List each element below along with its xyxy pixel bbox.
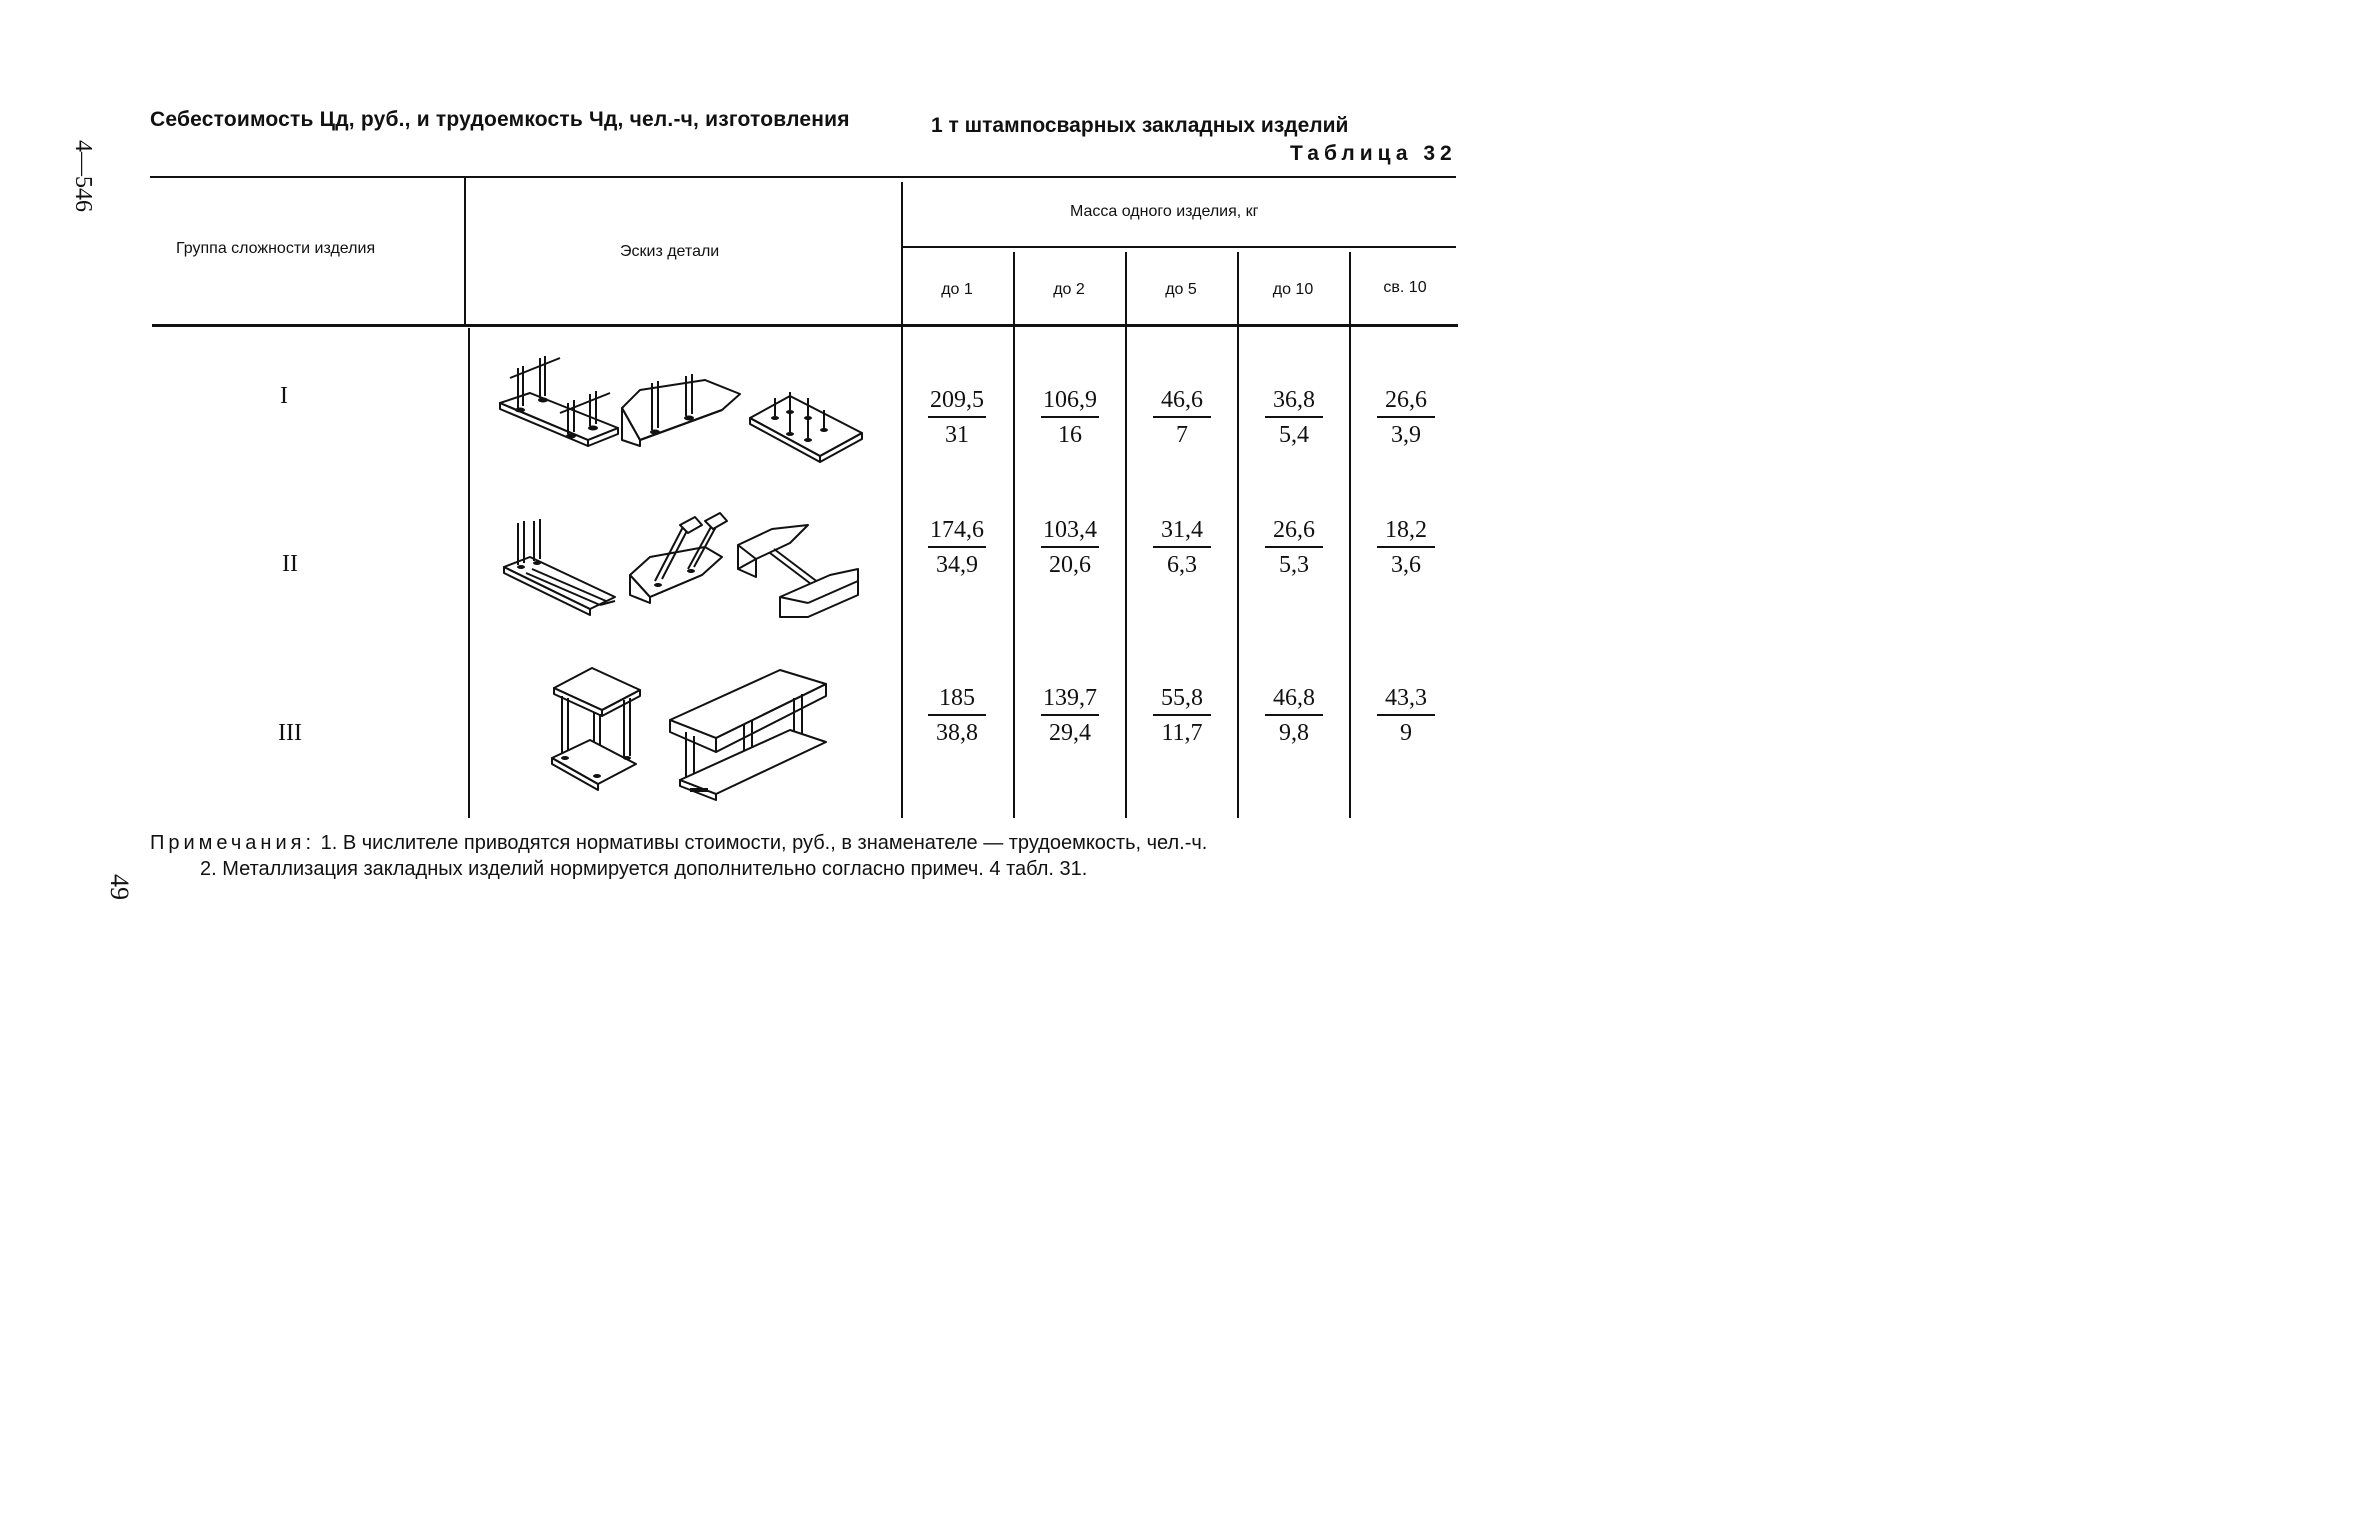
- cost-value: 26,6: [1273, 517, 1315, 543]
- value-cell: [912, 517, 1002, 579]
- cost-value: 46,6: [1161, 387, 1203, 413]
- table-title-part2: 1 т штампосварных закладных изделий: [931, 114, 1349, 137]
- col-divider-4: [1125, 252, 1127, 818]
- labor-value: 9,8: [1279, 720, 1309, 746]
- col-divider-1: [464, 178, 466, 324]
- col-divider-2: [901, 182, 903, 818]
- labor-value: 5,4: [1279, 422, 1309, 448]
- table-title-part1: Себестоимость Цд, руб., и трудоемкость Чд, чел.-ч, изготовления: [150, 108, 850, 131]
- group-label-3: III: [278, 720, 302, 746]
- notes-block: [150, 830, 1460, 882]
- value-cell: [1249, 685, 1339, 747]
- value-cell: [1361, 517, 1451, 579]
- cost-value: 18,2: [1385, 517, 1427, 543]
- labor-value: 11,7: [1161, 720, 1203, 746]
- cost-value: 55,8: [1161, 685, 1203, 711]
- group-label-2: II: [282, 551, 298, 577]
- labor-value: 31: [945, 422, 969, 448]
- header-group-complexity: Группа сложности изделия: [176, 240, 376, 257]
- cost-value: 185: [939, 685, 975, 711]
- value-cell: [1025, 685, 1115, 747]
- mass-subheader-rule: [903, 246, 1456, 248]
- note-2-text: 2. Металлизация закладных изделий нормируется дополнительно согласно примеч. 4 табл. 31.: [200, 858, 1088, 880]
- labor-value: 34,9: [936, 552, 978, 578]
- embedded-plates-with-anchor-rods-sketch: [490, 348, 880, 468]
- value-cell: [912, 685, 1002, 747]
- value-cell: [1025, 387, 1115, 449]
- value-cell: [1025, 517, 1115, 579]
- cost-value: 106,9: [1043, 387, 1097, 413]
- header-sketch: Эскиз детали: [620, 243, 720, 260]
- labor-value: 5,3: [1279, 552, 1309, 578]
- labor-value: 20,6: [1049, 552, 1091, 578]
- mass-col-header-4: до 10: [1272, 281, 1314, 298]
- header-mass: Масса одного изделия, кг: [1070, 203, 1259, 220]
- cost-value: 103,4: [1043, 517, 1097, 543]
- cost-value: 209,5: [930, 387, 984, 413]
- angle-plates-with-welded-bars-sketch: [490, 505, 880, 625]
- table-shaped-embedded-frames-sketch: [490, 660, 880, 810]
- cost-value: 174,6: [930, 517, 984, 543]
- cost-value: 31,4: [1161, 517, 1203, 543]
- labor-value: 16: [1058, 422, 1082, 448]
- labor-value: 7: [1176, 422, 1188, 448]
- mass-col-header-3: до 5: [1165, 281, 1197, 298]
- col-divider-3: [1013, 252, 1015, 818]
- value-cell: [1361, 685, 1451, 747]
- labor-value: 9: [1400, 720, 1412, 746]
- value-cell: [1249, 517, 1339, 579]
- labor-value: 29,4: [1049, 720, 1091, 746]
- value-cell: [912, 387, 1002, 449]
- note-1-text: 1. В числителе приводятся нормативы стоимости, руб., в знаменателе — трудоемкость, чел.-ч.: [320, 832, 1208, 854]
- labor-value: 6,3: [1167, 552, 1197, 578]
- cost-value: 26,6: [1385, 387, 1427, 413]
- labor-value: 38,8: [936, 720, 978, 746]
- note-2: [150, 856, 1460, 882]
- col-divider-6: [1349, 252, 1351, 818]
- cost-value: 36,8: [1273, 387, 1315, 413]
- mass-col-header-1: до 1: [941, 281, 973, 298]
- value-cell: [1137, 517, 1227, 579]
- labor-value: 3,9: [1391, 422, 1421, 448]
- side-code: 4—546: [70, 140, 96, 212]
- page-number: 49: [105, 874, 134, 900]
- value-cell: [1361, 387, 1451, 449]
- table-number-label: Таблица 32: [1290, 142, 1457, 165]
- mass-col-header-2: до 2: [1053, 281, 1085, 298]
- group-label-1: I: [280, 383, 288, 409]
- col-divider-5: [1237, 252, 1239, 818]
- cost-value: 139,7: [1043, 685, 1097, 711]
- note-1: [150, 830, 1460, 856]
- cost-value: 46,8: [1273, 685, 1315, 711]
- labor-value: 3,6: [1391, 552, 1421, 578]
- cost-value: 43,3: [1385, 685, 1427, 711]
- value-cell: [1249, 387, 1339, 449]
- value-cell: [1137, 387, 1227, 449]
- notes-label: Примечания:: [150, 832, 316, 854]
- mass-col-header-5: св. 10: [1383, 279, 1427, 296]
- header-bottom-rule: [152, 324, 1458, 327]
- value-cell: [1137, 685, 1227, 747]
- col-divider-1-body: [468, 328, 470, 818]
- table-top-rule: [150, 176, 1456, 178]
